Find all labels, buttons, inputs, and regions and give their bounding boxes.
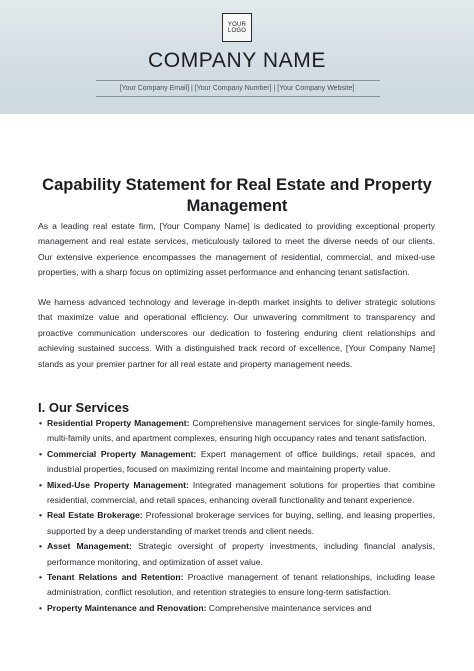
bullet-marker: • xyxy=(39,572,43,583)
logo-text-line1: YOUR xyxy=(227,21,247,28)
letterhead-banner xyxy=(0,0,474,114)
service-item xyxy=(38,508,435,539)
services-heading: I. Our Services xyxy=(38,400,130,415)
logo-text-line2: LOGO xyxy=(227,27,247,34)
service-description: Comprehensive management services for single-family homes, multi-family units, and apartment complexes, ensuring high occupancy rates and tenant satisfaction. xyxy=(47,418,435,444)
intro-paragraph: As a leading real estate firm, [Your Company Name] is dedicated to providing exceptional property management and real estate services, meticulously tailored to meet the diverse needs of our clients. Our extensive experience encompasses the management of residential, commercial, and mixed-use properties, with a sharp focus on optimizing asset performance and enhancing tenant satisfaction. xyxy=(38,221,435,278)
service-description: Comprehensive maintenance services and xyxy=(206,602,372,613)
service-name: Mixed-Use Property Management: xyxy=(47,479,189,490)
bullet-marker: • xyxy=(39,541,43,552)
document-title: Capability Statement for Real Estate and Property Management xyxy=(42,176,432,215)
service-item xyxy=(38,447,435,478)
service-name: Tenant Relations and Retention: xyxy=(47,572,184,583)
service-description: Integrated management solutions for properties that combine residential, commercial, and retail spaces, enhancing overall functionality and tenant experience. xyxy=(47,479,435,506)
bullet-marker: • xyxy=(39,448,43,459)
service-name: Commercial Property Management: xyxy=(47,448,197,459)
bullet-marker: • xyxy=(39,479,43,490)
company-name: COMPANY NAME xyxy=(148,49,326,72)
service-item xyxy=(38,416,435,447)
service-item xyxy=(38,570,435,601)
service-item xyxy=(38,478,435,509)
company-contact-line: [Your Company Email] | [Your Company Number] | [Your Company Website] xyxy=(119,85,355,92)
services-list xyxy=(38,416,435,616)
service-item xyxy=(38,539,435,570)
service-description: Professional brokerage services for buying, selling, and leasing properties, supported by a deep understanding of market trends and client needs. xyxy=(47,510,435,536)
company-logo xyxy=(222,13,252,42)
service-name: Residential Property Management: xyxy=(47,418,190,428)
service-description: Expert management of office buildings, retail spaces, and industrial properties, focused on maximizing rental income and maintaining property value. xyxy=(47,448,436,475)
service-description: Proactive management of tenant relationships, including lease administration, conflict resolution, and retention strategies to ensure long-term satisfaction. xyxy=(47,572,436,598)
bullet-marker: • xyxy=(39,510,43,521)
service-description: Strategic oversight of property investments, including financial analysis, performance monitoring, and optimization of asset value. xyxy=(47,541,435,567)
header-divider-bottom xyxy=(96,96,380,97)
bullet-marker: • xyxy=(39,418,43,428)
approach-paragraph: We harness advanced technology and leverage in-depth market insights to deliver strategic solutions that maximize value and operational efficiency. Our unwavering commitment to transparency and proactive communication underscores our dedication to fostering enduring client relationships and achieving sustained success. With a distinguished track record of excellence, [Your Company Name] stands as your premier partner for all real estate and property management needs. xyxy=(38,297,435,369)
header-divider-top xyxy=(96,80,380,81)
bullet-marker: • xyxy=(39,602,43,613)
service-name: Real Estate Brokerage: xyxy=(47,510,143,521)
service-name: Property Maintenance and Renovation: xyxy=(47,602,207,613)
service-item xyxy=(38,601,435,616)
service-name: Asset Management: xyxy=(47,541,132,552)
